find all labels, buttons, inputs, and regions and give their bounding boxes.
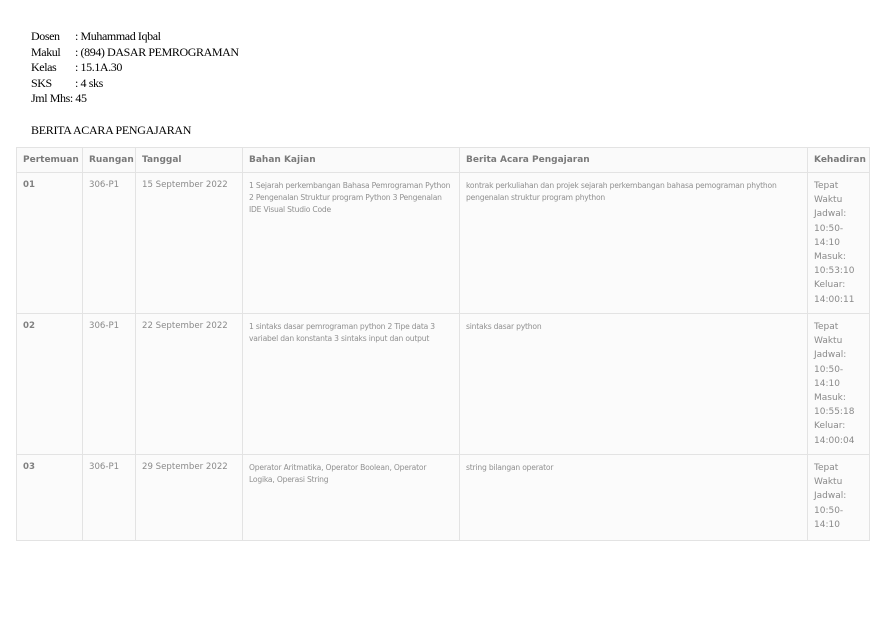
info-row-sks [31, 76, 239, 92]
info-label: SKS [31, 75, 52, 90]
cell-bahan-kajian: Operator Aritmatika, Operator Boolean, Operator Logika, Operasi String [243, 455, 460, 541]
cell-bahan-kajian: 1 sintaks dasar pemrograman python 2 Tipe data 3 variabel dan konstanta 3 sintaks input dan output [243, 314, 460, 455]
info-label: Dosen [31, 29, 60, 43]
cell-tanggal: 29 September 2022 [136, 455, 243, 541]
kehadiran-status: Tepat Waktu [814, 463, 843, 488]
kehadiran-masuk: 10:53:10 [814, 266, 855, 277]
kehadiran-status: Tepat Waktu [814, 322, 843, 347]
cell-ruangan: 306-P1 [83, 314, 136, 455]
header-ruangan: Ruangan [83, 148, 136, 173]
cell-berita-acara: sintaks dasar python [460, 314, 808, 455]
cell-berita-acara: kontrak perkuliahan dan projek sejarah perkembangan bahasa pemograman phython pengenalan struktur program phython [460, 173, 808, 314]
kehadiran-masuk: 10:55:18 [814, 407, 855, 418]
cell-tanggal: 15 September 2022 [136, 173, 243, 314]
info-value: : 4 sks [75, 75, 103, 90]
kehadiran-jadwal-label: Jadwal: [814, 491, 847, 502]
cell-kehadiran [808, 173, 870, 314]
info-label: Makul [31, 44, 61, 59]
kehadiran-keluar: 14:00:04 [814, 435, 855, 446]
kehadiran-keluar-label: Keluar: [814, 421, 846, 432]
document-title: BERITA ACARA PENGAJARAN [31, 123, 192, 137]
kehadiran-keluar-label: Keluar: [814, 280, 846, 291]
kehadiran-jadwal: 10:50-14:10 [814, 364, 844, 389]
cell-kehadiran [808, 455, 870, 541]
header-kehadiran: Kehadiran [808, 148, 870, 173]
info-value: : (894) DASAR PEMROGRAMAN [75, 44, 239, 59]
info-value: : 45 [69, 91, 87, 106]
cell-berita-acara: string bilangan operator [460, 455, 808, 541]
cell-pertemuan: 03 [17, 455, 83, 541]
info-row-kelas [31, 60, 239, 76]
info-row-makul [31, 45, 239, 61]
kehadiran-jadwal: 10:50-14:10 [814, 223, 844, 248]
kehadiran-status: Tepat Waktu [814, 181, 843, 206]
info-row-jml-mhs [31, 91, 239, 107]
kehadiran-jadwal: 10:50-14:10 [814, 505, 844, 530]
table-row [17, 455, 870, 541]
info-value: : 15.1A.30 [75, 60, 123, 75]
cell-bahan-kajian: 1 Sejarah perkembangan Bahasa Pemrograman Python 2 Pengenalan Struktur program Python 3 Pengenalan IDE Visual Studio Code [243, 173, 460, 314]
cell-ruangan: 306-P1 [83, 173, 136, 314]
kehadiran-masuk-label: Masuk: [814, 393, 846, 404]
attendance-table [16, 147, 870, 541]
header-tanggal: Tanggal [136, 148, 243, 173]
info-row-dosen [31, 29, 239, 45]
header-pertemuan: Pertemuan [17, 148, 83, 173]
cell-tanggal: 22 September 2022 [136, 314, 243, 455]
table-header-row [17, 148, 870, 173]
info-label: Kelas [31, 60, 57, 75]
kehadiran-masuk-label: Masuk: [814, 252, 846, 263]
info-label: Jml Mhs [31, 91, 70, 106]
cell-pertemuan: 01 [17, 173, 83, 314]
cell-kehadiran [808, 314, 870, 455]
header-bahan-kajian: Bahan Kajian [243, 148, 460, 173]
table-row [17, 173, 870, 314]
cell-pertemuan: 02 [17, 314, 83, 455]
header-berita-acara: Berita Acara Pengajaran [460, 148, 808, 173]
info-value: : Muhammad Iqbal [75, 29, 161, 43]
kehadiran-keluar: 14:00:11 [814, 294, 855, 305]
kehadiran-jadwal-label: Jadwal: [814, 209, 847, 220]
lecture-info [31, 29, 239, 107]
kehadiran-jadwal-label: Jadwal: [814, 350, 847, 361]
cell-ruangan: 306-P1 [83, 455, 136, 541]
table-row [17, 314, 870, 455]
